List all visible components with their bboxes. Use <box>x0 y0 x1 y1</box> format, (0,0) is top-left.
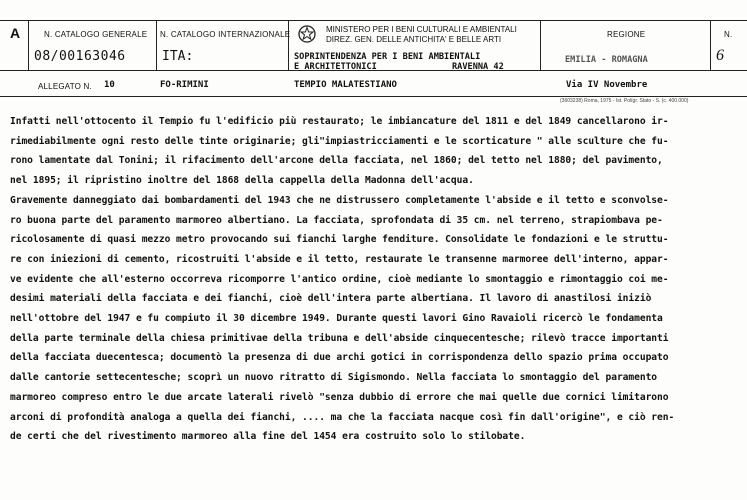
cat-internazionale-label: N. CATALOGO INTERNAZIONALE <box>160 30 291 39</box>
indirizzo: Via IV Novembre <box>566 80 648 90</box>
soprintendenza-line: E ARCHITETTONICI <box>294 62 377 72</box>
text-line: arconi di profondità analoga a quella dei fianchi, .... ma che la facciata nacque così fin dall'origine", e ciò ren- <box>10 411 675 423</box>
text-line: Gravemente danneggiato dai bombardamenti del 1943 che ne distrussero completamente l'abside e il tetto e sconvolse- <box>10 194 669 206</box>
text-line: ricolosamente di quasi mezzo metro provocando sui fianchi larghe fenditure. Consolidate le fondazioni e le struttu- <box>10 234 669 246</box>
header-bottom-rule <box>0 96 747 97</box>
section-letter: A <box>10 25 21 41</box>
text-line: desimi materiali della facciata e dei fianchi, cioè dell'intera parte albertiana. Il lavoro di anastilosi iniziò <box>10 293 652 305</box>
header-divider <box>540 20 541 70</box>
header-divider <box>288 20 289 70</box>
n-label: N. <box>724 30 733 39</box>
header-divider <box>28 20 29 70</box>
text-line: re con iniezioni di cemento, ricostruiti l'abside e il tetto, restaurate le transenne marmoree dell'interno, appar- <box>10 253 669 265</box>
ministry-line: DIREZ. GEN. DELLE ANTICHITA' E BELLE ARTI <box>326 35 502 44</box>
cat-generale-label: N. CATALOGO GENERALE <box>44 30 148 39</box>
ministry-line: MINISTERO PER I BENI CULTURALI E AMBIENTALI <box>326 25 517 34</box>
n-value: 6 <box>716 47 724 64</box>
republic-emblem-icon <box>298 24 316 44</box>
header-divider <box>156 20 157 70</box>
regione-label: REGIONE <box>607 30 646 39</box>
text-line: nel 1895; il ripristino inoltre del 1868 della cappella della Madonna dell'acqua. <box>10 175 474 187</box>
text-line: ro buona parte del paramento marmoreo albertiano. La facciata, sprofondata di 35 cm. nel terreno, strapiombava pe- <box>10 214 663 226</box>
text-line: marmoreo compreso entro le due arcate laterali rivelò "senza dubbio di errore che mai quelle due cornici limitarono <box>10 391 669 403</box>
text-line: nell'ottobre del 1947 e fu compiuto il 30 dicembre 1949. Durante questi lavori Gino Ravaioli ricercò le fondamenta <box>10 313 663 325</box>
soprintendenza-city: RAVENNA 42 <box>452 62 504 72</box>
text-line: ve evidente che all'esterno occorreva ricomporre l'antico ordine, cioè mediante lo smontaggio e rimontaggio coi me- <box>10 273 669 285</box>
print-info: (3603238) Roma, 1975 - Ist. Polígr. Stato - S. (c. 400.000) <box>560 98 689 104</box>
cat-generale-value: 08/00163046 <box>34 49 126 64</box>
historical-notes <box>10 112 740 447</box>
allegato-value: 10 <box>104 80 115 90</box>
header-top-rule <box>0 20 747 21</box>
text-line: della parte terminale della chiesa primitivae della tribuna e dell'abside cinquecentesche; rilevò tracce importanti <box>10 332 669 344</box>
allegato-label: ALLEGATO N. <box>38 82 92 91</box>
text-line: Infatti nell'ottocento il Tempio fu l'edificio più restaurato; le imbiancature del 1811 e del 1849 cancellarono ir- <box>10 116 669 127</box>
header-divider <box>710 20 711 70</box>
text-line: rimediabilmente ogni resto delle tinte originarie; gli"impiastricciamenti e le scorticature " alle sculture che fu- <box>10 135 669 147</box>
ministry-heading <box>326 25 517 45</box>
text-line: della facciata duecentesca; documentò la presenza di due archi gotici in corrispondenza dello spazio prima occupato <box>10 352 669 364</box>
text-line: rono lamentate dal Tonini; il rifacimento dell'arcone della facciata, nel 1860; del tetto nel 1880; del pavimento, <box>10 155 663 167</box>
soprintendenza-line: SOPRINTENDENZA PER I BENI AMBIENTALI <box>294 52 481 62</box>
provincia-comune: FO-RIMINI <box>160 80 209 90</box>
text-line: de certi che del rivestimento marmoreo alla fine del 1454 era costruito solo lo stilobate. <box>10 431 526 443</box>
text-line: dalle cantorie settecentesche; scoprì un nuovo ritratto di Sigismondo. Nella facciata lo smontaggio del paramento <box>10 372 658 384</box>
cat-internazionale-value: ITA: <box>162 49 194 64</box>
oggetto: TEMPIO MALATESTIANO <box>294 80 397 90</box>
regione-value: EMILIA - ROMAGNA <box>565 55 648 65</box>
